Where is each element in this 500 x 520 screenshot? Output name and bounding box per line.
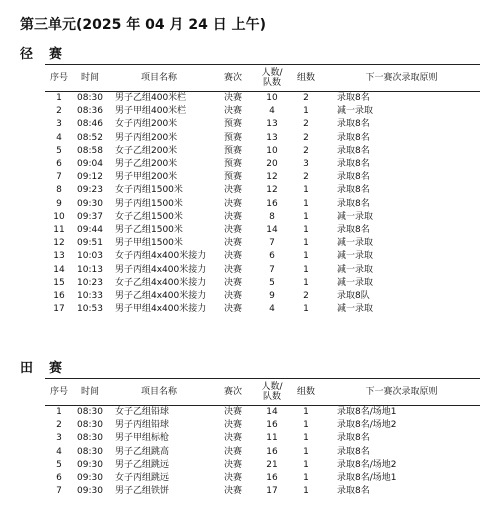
cell-event: 男子乙组1500米 xyxy=(115,224,183,235)
col-header-groups: 组数 xyxy=(289,379,323,406)
cell-time: 09:30 xyxy=(77,486,103,497)
col-header-stage: 赛次 xyxy=(211,65,255,92)
cell-count: 7 xyxy=(269,264,275,275)
cell-groups: 1 xyxy=(303,420,309,431)
cell-event: 男子甲组200米 xyxy=(115,172,178,183)
table-row xyxy=(45,290,480,303)
cell-rule: 录取8队 xyxy=(337,290,370,301)
col-header-count-line2: 队数 xyxy=(262,78,281,88)
cell-event: 男子乙组4x400米接力 xyxy=(115,290,207,301)
cell-groups: 1 xyxy=(303,433,309,444)
cell-stage: 决赛 xyxy=(223,211,242,222)
table-row xyxy=(45,263,480,276)
cell-groups: 1 xyxy=(303,486,309,497)
cell-no: 2 xyxy=(56,420,62,431)
cell-event: 男子乙组铁饼 xyxy=(115,486,170,497)
cell-stage: 决赛 xyxy=(223,486,242,497)
cell-rule: 录取8名 xyxy=(337,119,370,130)
col-header-count-line1: 人数/ xyxy=(261,68,283,78)
cell-rule: 录取8名 xyxy=(337,224,370,235)
cell-no: 10 xyxy=(53,211,65,222)
col-header-time: 时间 xyxy=(73,65,107,92)
cell-no: 6 xyxy=(56,473,62,484)
cell-time: 08:30 xyxy=(77,433,103,444)
cell-rule: 录取8名/场地1 xyxy=(337,407,397,418)
cell-count: 16 xyxy=(266,473,278,484)
cell-count: 21 xyxy=(266,459,278,470)
cell-count: 10 xyxy=(266,145,278,156)
cell-stage: 预赛 xyxy=(223,132,242,143)
cell-count: 12 xyxy=(266,185,278,196)
page-title: 第三单元(2025 年 04 月 24 日 上午) xyxy=(20,17,266,33)
cell-rule: 录取8名 xyxy=(337,132,370,143)
table-row xyxy=(45,171,480,184)
cell-event: 女子乙组4x400米接力 xyxy=(115,277,207,288)
cell-groups: 1 xyxy=(303,238,309,249)
cell-no: 5 xyxy=(56,145,62,156)
cell-event: 男子丙组1500米 xyxy=(115,198,183,209)
table-header-row xyxy=(45,379,480,406)
table-row xyxy=(45,118,480,131)
cell-no: 7 xyxy=(56,486,62,497)
table-row xyxy=(45,446,480,459)
cell-no: 2 xyxy=(56,106,62,117)
cell-groups: 2 xyxy=(303,290,309,301)
cell-groups: 1 xyxy=(303,185,309,196)
cell-rule: 录取8名 xyxy=(337,93,370,104)
cell-event: 男子乙组200米 xyxy=(115,159,178,170)
cell-stage: 决赛 xyxy=(223,93,242,104)
cell-rule: 减一录取 xyxy=(337,277,374,288)
cell-count: 8 xyxy=(269,211,275,222)
table-row xyxy=(45,198,480,211)
cell-count: 7 xyxy=(269,238,275,249)
cell-stage: 决赛 xyxy=(223,251,242,262)
col-header-stage: 赛次 xyxy=(211,379,255,406)
cell-stage: 决赛 xyxy=(223,224,242,235)
cell-event: 女子乙组200米 xyxy=(115,145,178,156)
cell-count: 10 xyxy=(266,93,278,104)
cell-groups: 2 xyxy=(303,132,309,143)
cell-rule: 减一录取 xyxy=(337,238,374,249)
cell-count: 11 xyxy=(266,433,278,444)
cell-event: 女子丙组跳远 xyxy=(115,473,170,484)
cell-stage: 决赛 xyxy=(223,446,242,457)
cell-event: 男子甲组400米栏 xyxy=(115,106,187,117)
col-header-rule: 下一赛次录取原则 xyxy=(323,65,480,92)
cell-time: 09:04 xyxy=(77,159,103,170)
col-header-count xyxy=(255,65,289,92)
cell-rule: 录取8名 xyxy=(337,198,370,209)
table-row xyxy=(45,145,480,158)
table-row xyxy=(45,303,480,316)
col-header-groups: 组数 xyxy=(289,65,323,92)
cell-stage: 决赛 xyxy=(223,198,242,209)
col-header-count-line2: 队数 xyxy=(262,392,281,402)
track-table-body xyxy=(45,92,480,317)
cell-no: 16 xyxy=(53,290,65,301)
cell-groups: 1 xyxy=(303,211,309,222)
table-row xyxy=(45,92,480,106)
cell-rule: 录取8名 xyxy=(337,185,370,196)
cell-event: 男子丙组200米 xyxy=(115,132,178,143)
cell-no: 1 xyxy=(56,407,62,418)
cell-event: 女子丙组1500米 xyxy=(115,185,183,196)
cell-rule: 减一录取 xyxy=(337,106,374,117)
cell-time: 08:30 xyxy=(77,420,103,431)
table-row xyxy=(45,277,480,290)
table-row xyxy=(45,237,480,250)
cell-groups: 1 xyxy=(303,473,309,484)
table-row xyxy=(45,472,480,485)
cell-groups: 1 xyxy=(303,224,309,235)
col-header-no: 序号 xyxy=(45,379,73,406)
cell-no: 11 xyxy=(53,224,65,235)
cell-count: 16 xyxy=(266,420,278,431)
cell-rule: 减一录取 xyxy=(337,264,374,275)
table-row xyxy=(45,432,480,445)
cell-stage: 决赛 xyxy=(223,185,242,196)
cell-stage: 决赛 xyxy=(223,459,242,470)
table-row xyxy=(45,211,480,224)
table-row xyxy=(45,459,480,472)
cell-rule: 录取8名/场地1 xyxy=(337,473,397,484)
cell-groups: 1 xyxy=(303,459,309,470)
cell-count: 4 xyxy=(269,304,275,315)
cell-time: 09:30 xyxy=(77,198,103,209)
cell-time: 08:36 xyxy=(77,106,103,117)
cell-groups: 2 xyxy=(303,119,309,130)
cell-count: 13 xyxy=(266,132,278,143)
table-row xyxy=(45,158,480,171)
cell-stage: 决赛 xyxy=(223,238,242,249)
cell-event: 男子甲组1500米 xyxy=(115,238,183,249)
cell-event: 男子甲组4x400米接力 xyxy=(115,304,207,315)
cell-no: 1 xyxy=(56,93,62,104)
cell-groups: 2 xyxy=(303,145,309,156)
cell-count: 12 xyxy=(266,172,278,183)
cell-event: 女子丙组200米 xyxy=(115,119,178,130)
cell-count: 16 xyxy=(266,198,278,209)
cell-no: 5 xyxy=(56,459,62,470)
col-header-no: 序号 xyxy=(45,65,73,92)
cell-time: 09:30 xyxy=(77,459,103,470)
cell-no: 3 xyxy=(56,433,62,444)
cell-stage: 预赛 xyxy=(223,119,242,130)
cell-time: 08:30 xyxy=(77,446,103,457)
cell-stage: 决赛 xyxy=(223,264,242,275)
field-table-body xyxy=(45,406,480,499)
cell-stage: 决赛 xyxy=(223,407,242,418)
cell-stage: 决赛 xyxy=(223,277,242,288)
table-row xyxy=(45,132,480,145)
cell-rule: 减一录取 xyxy=(337,304,374,315)
cell-time: 08:46 xyxy=(77,119,103,130)
cell-time: 10:13 xyxy=(77,264,103,275)
cell-no: 12 xyxy=(53,238,65,249)
cell-groups: 1 xyxy=(303,304,309,315)
cell-stage: 决赛 xyxy=(223,473,242,484)
cell-count: 16 xyxy=(266,446,278,457)
col-header-event: 项目名称 xyxy=(107,65,211,92)
cell-rule: 录取8名 xyxy=(337,159,370,170)
cell-rule: 录取8名/场地2 xyxy=(337,420,397,431)
cell-time: 09:44 xyxy=(77,224,103,235)
cell-no: 17 xyxy=(53,304,65,315)
cell-groups: 1 xyxy=(303,277,309,288)
cell-stage: 决赛 xyxy=(223,304,242,315)
cell-count: 20 xyxy=(266,159,278,170)
cell-stage: 预赛 xyxy=(223,159,242,170)
cell-no: 9 xyxy=(56,198,62,209)
cell-groups: 1 xyxy=(303,251,309,262)
cell-rule: 录取8名 xyxy=(337,172,370,183)
cell-time: 09:30 xyxy=(77,473,103,484)
cell-count: 5 xyxy=(269,277,275,288)
cell-time: 09:23 xyxy=(77,185,103,196)
table-row xyxy=(45,419,480,432)
cell-stage: 决赛 xyxy=(223,420,242,431)
field-section-heading: 田赛 xyxy=(20,361,79,376)
cell-no: 15 xyxy=(53,277,65,288)
cell-event: 女子乙组1500米 xyxy=(115,211,183,222)
cell-no: 14 xyxy=(53,264,65,275)
cell-event: 男子乙组跳高 xyxy=(115,446,170,457)
table-row xyxy=(45,224,480,237)
cell-time: 08:58 xyxy=(77,145,103,156)
cell-time: 08:30 xyxy=(77,93,103,104)
cell-groups: 1 xyxy=(303,407,309,418)
cell-time: 09:37 xyxy=(77,211,103,222)
cell-stage: 预赛 xyxy=(223,145,242,156)
cell-time: 10:53 xyxy=(77,304,103,315)
cell-groups: 1 xyxy=(303,264,309,275)
cell-count: 4 xyxy=(269,106,275,117)
cell-groups: 1 xyxy=(303,198,309,209)
cell-rule: 录取8名 xyxy=(337,433,370,444)
cell-count: 9 xyxy=(269,290,275,301)
cell-event: 男子乙组跳远 xyxy=(115,459,170,470)
cell-groups: 1 xyxy=(303,446,309,457)
cell-time: 08:52 xyxy=(77,132,103,143)
cell-event: 女子丙组4x400米接力 xyxy=(115,251,207,262)
cell-time: 09:51 xyxy=(77,238,103,249)
cell-stage: 决赛 xyxy=(223,290,242,301)
cell-time: 10:03 xyxy=(77,251,103,262)
col-header-event: 项目名称 xyxy=(107,379,211,406)
cell-groups: 2 xyxy=(303,172,309,183)
cell-rule: 录取8名/场地2 xyxy=(337,459,397,470)
table-row xyxy=(45,184,480,197)
cell-groups: 3 xyxy=(303,159,309,170)
cell-no: 4 xyxy=(56,446,62,457)
table-row xyxy=(45,250,480,263)
cell-no: 3 xyxy=(56,119,62,130)
cell-no: 4 xyxy=(56,132,62,143)
cell-stage: 预赛 xyxy=(223,172,242,183)
cell-count: 13 xyxy=(266,119,278,130)
cell-rule: 减一录取 xyxy=(337,211,374,222)
cell-groups: 1 xyxy=(303,106,309,117)
cell-count: 17 xyxy=(266,486,278,497)
cell-stage: 决赛 xyxy=(223,433,242,444)
table-row xyxy=(45,485,480,498)
cell-count: 14 xyxy=(266,407,278,418)
cell-no: 6 xyxy=(56,159,62,170)
cell-time: 10:33 xyxy=(77,290,103,301)
cell-rule: 录取8名 xyxy=(337,446,370,457)
cell-time: 09:12 xyxy=(77,172,103,183)
col-header-time: 时间 xyxy=(73,379,107,406)
cell-event: 男子乙组400米栏 xyxy=(115,93,187,104)
cell-no: 13 xyxy=(53,251,65,262)
cell-count: 6 xyxy=(269,251,275,262)
cell-rule: 录取8名 xyxy=(337,486,370,497)
cell-time: 10:23 xyxy=(77,277,103,288)
cell-no: 7 xyxy=(56,172,62,183)
field-schedule-table xyxy=(45,378,480,498)
track-section-heading: 径赛 xyxy=(20,47,79,62)
cell-event: 男子丙组4x400米接力 xyxy=(115,264,207,275)
table-header-row xyxy=(45,65,480,92)
cell-event: 男子甲组标枪 xyxy=(115,433,170,444)
cell-event: 女子乙组铅球 xyxy=(115,407,170,418)
col-header-count xyxy=(255,379,289,406)
cell-count: 14 xyxy=(266,224,278,235)
cell-stage: 决赛 xyxy=(223,106,242,117)
cell-groups: 2 xyxy=(303,93,309,104)
cell-no: 8 xyxy=(56,185,62,196)
table-row xyxy=(45,105,480,118)
cell-time: 08:30 xyxy=(77,407,103,418)
cell-event: 男子丙组铅球 xyxy=(115,420,170,431)
cell-rule: 减一录取 xyxy=(337,251,374,262)
col-header-rule: 下一赛次录取原则 xyxy=(323,379,480,406)
col-header-count-line1: 人数/ xyxy=(261,382,283,392)
table-row xyxy=(45,406,480,420)
cell-rule: 录取8名 xyxy=(337,145,370,156)
track-schedule-table xyxy=(45,64,480,316)
